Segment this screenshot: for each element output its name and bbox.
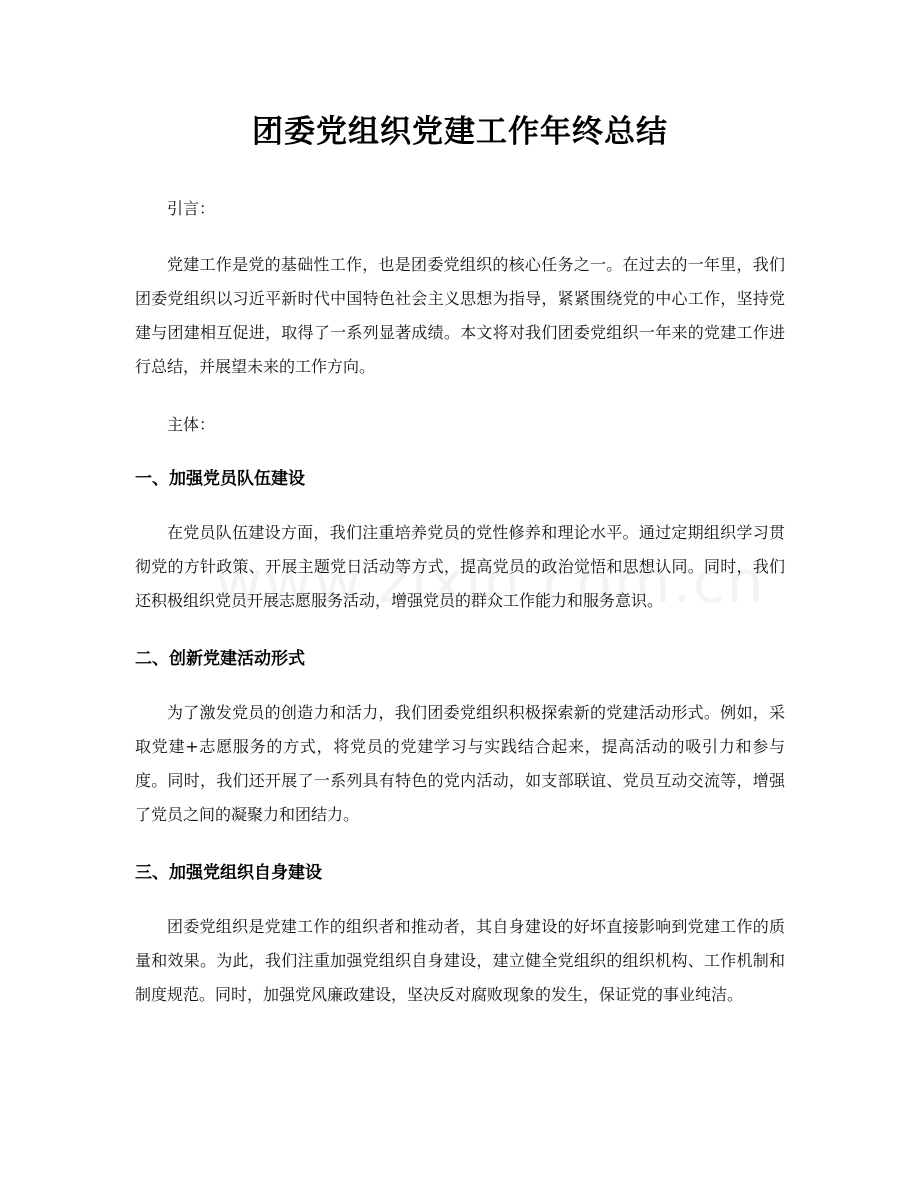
body-label: 主体： [167,415,216,434]
section-heading-2: 二、创新党建活动形式 [135,649,305,669]
section-heading-3: 三、加强党组织自身建设 [135,863,322,883]
section-heading-1: 一、加强党员队伍建设 [135,469,305,489]
intro-label: 引言： [167,199,216,218]
section-paragraph-1: 在党员队伍建设方面，我们注重培养党员的党性修养和理论水平。通过定期组织学习贯彻党的方针政策、开展主题党日活动等方式，提高党员的政治觉悟和思想认同。同时，我们还积极组织党员开展志愿服务活动，增强党员的群众工作能力和服务意识。 [135,523,785,610]
section-paragraph-3: 团委党组织是党建工作的组织者和推动者，其自身建设的好坏直接影响到党建工作的质量和效果。为此，我们注重加强党组织自身建设，建立健全党组织的组织机构、工作机制和制度规范。同时，加强党风廉政建设，坚决反对腐败现象的发生，保证党的事业纯洁。 [135,917,785,1004]
section-paragraph-2: 为了激发党员的创造力和活力，我们团委党组织积极探索新的党建活动形式。例如，采取党建+志愿服务的方式，将党员的党建学习与实践结合起来，提高活动的吸引力和参与度。同时，我们还开展了一系列具有特色的党内活动，如支部联谊、党员互动交流等，增强了党员之间的凝聚力和团结力。 [135,703,785,824]
document-title: 团委党组织党建工作年终总结 [252,114,668,150]
intro-paragraph: 党建工作是党的基础性工作，也是团委党组织的核心任务之一。在过去的一年里，我们团委党组织以习近平新时代中国特色社会主义思想为指导，紧紧围绕党的中心工作，坚持党建与团建相互促进，取得了一系列显著成绩。本文将对我们团委党组织一年来的党建工作进行总结，并展望未来的工作方向。 [135,255,785,376]
